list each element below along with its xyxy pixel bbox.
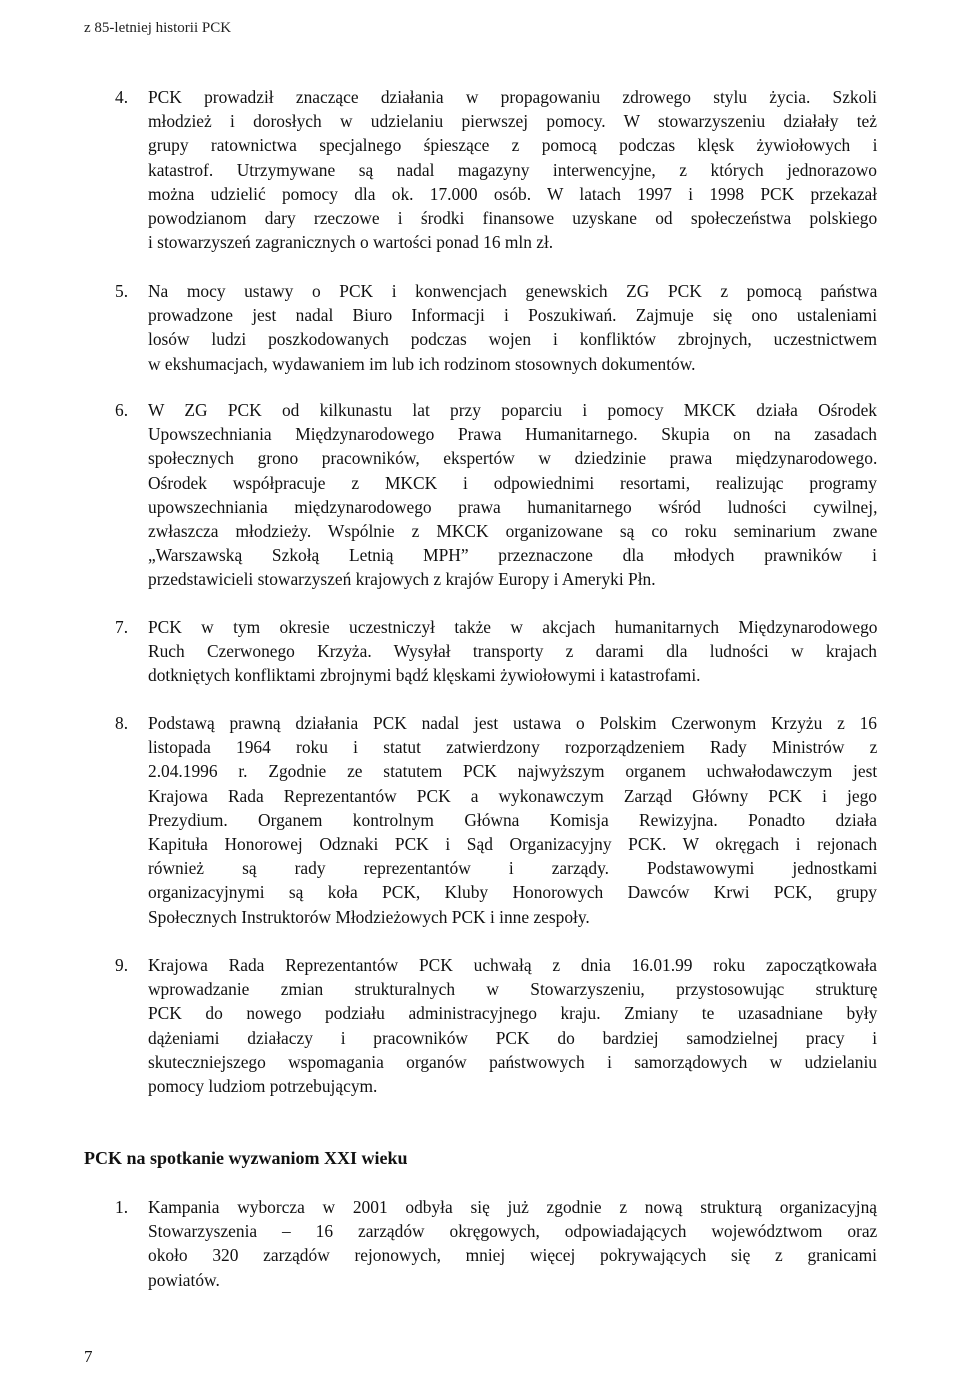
- text-line: można udzielić pomocy dla ok. 17.000 osób. W latach 1997 i 1998 PCK przekazał: [148, 183, 878, 204]
- text-line: PCK prowadził znaczące działania w propagowaniu zdrowego stylu życia. Szkoli: [148, 87, 877, 107]
- text-line: „Warszawską Szkołą Letnią MPH” przeznaczone dla młodych prawników i: [148, 545, 877, 566]
- item-number: 1.: [115, 1197, 129, 1217]
- text-line: skuteczniejszego wspomagania organów państwowych i samorządowych w udzielaniu: [148, 1051, 877, 1072]
- running-header: z 85-letniej historii PCK: [84, 20, 232, 36]
- text-line: losów ludzi poszkodowanych podczas wojen i konfliktów zbrojnych, uczestnictwem: [148, 329, 877, 350]
- text-line: W ZG PCK od kilkunastu lat przy poparciu i pomocy MKCK działa Ośrodek: [148, 400, 877, 420]
- text-line: Społecznych Instruktorów Młodzieżowych PCK i inne zespoły.: [148, 906, 590, 927]
- text-line: Prezydium. Organem kontrolnym Główna Komisja Rewizyjna. Ponadto działa: [148, 809, 877, 830]
- text-line: młodzież i dorosłych w udzielaniu pierwszej pomocy. W stowarzyszeniu działały też: [148, 111, 877, 132]
- text-line: powodzianom dary rzeczowe i środki finansowe uzyskane od społeczeństwa polskiego: [148, 207, 878, 228]
- item-text: [148, 398, 877, 592]
- text-line: 2.04.1996 r. Zgodnie ze statutem PCK najwyższym organem uchwałodawczym jest: [148, 761, 878, 782]
- text-line: i stowarzyszeń zagranicznych o wartości ponad 16 mln zł.: [148, 232, 554, 253]
- item-text: [148, 615, 877, 688]
- text-line: upowszechniania międzynarodowego prawa humanitarnego wśród ludności cywilnej,: [148, 496, 878, 517]
- text-line: listopada 1964 roku i statut zatwierdzony rozporządzeniem Rady Ministrów z: [148, 737, 878, 758]
- text-line: pomocy ludziom potrzebującym.: [148, 1075, 378, 1096]
- text-line: około 320 zarządów rejonowych, mniej więcej pokrywających się z granicami: [148, 1245, 877, 1266]
- text-line: Stowarzyszenia – 16 zarządów okręgowych, odpowiadających województwom oraz: [148, 1221, 878, 1242]
- text-line: wprowadzanie zmian strukturalnych w Stowarzyszeniu, przystosowując strukturę: [148, 979, 878, 1000]
- text-line: prowadzone jest nadal Biuro Informacji i Poszukiwań. Zajmuje się ono ustaleniami: [148, 305, 878, 326]
- item-number: 6.: [115, 400, 129, 420]
- text-line: społecznych grono pracowników, ekspertów w dziedzinie prawa międzynarodowego.: [148, 448, 878, 469]
- item-text: [148, 85, 877, 254]
- text-line: przedstawicieli stowarzyszeń krajowych z krajów Europy i Ameryki Płn.: [148, 569, 656, 590]
- item-text: [148, 1195, 877, 1292]
- item-number: 5.: [115, 281, 129, 301]
- text-line: Krajowa Rada Reprezentantów PCK uchwałą z dnia 16.01.99 roku zapoczątkowała: [148, 955, 877, 975]
- text-line: dążeniami działaczy i pracowników PCK do bardziej samodzielnej pracy i: [148, 1027, 878, 1048]
- text-line: Podstawą prawną działania PCK nadal jest ustawa o Polskim Czerwonym Krzyżu z 16: [148, 713, 877, 733]
- text-line: Upowszechniania Międzynarodowego Prawa Humanitarnego. Skupia on na zasadach: [148, 424, 877, 445]
- list-item: [115, 85, 877, 255]
- list-item: [115, 398, 877, 592]
- text-line: organizacyjnymi są koła PCK, Kluby Honorowych Dawców Krwi PCK, grupy: [148, 882, 877, 903]
- text-line: PCK do nowego podziału administracyjnego kraju. Zmiany te uzasadniane były: [148, 1003, 878, 1024]
- section-heading: PCK na spotkanie wyzwaniom XXI wieku: [84, 1148, 408, 1168]
- text-line: grupy ratownictwa specjalnego śpieszące z pomocą podczas klęsk żywiołowych i: [148, 135, 878, 156]
- item-number: 4.: [115, 87, 129, 107]
- text-line: dotkniętych konfliktami zbrojnymi bądź klęskami żywiołowymi i katastrofami.: [148, 665, 701, 686]
- text-line: katastrof. Utrzymywane są nadal magazyny interwencyjne, z których jednorazowo: [148, 159, 877, 180]
- item-number: 7.: [115, 617, 129, 637]
- item-text: [148, 711, 877, 929]
- text-line: Ruch Czerwonego Krzyża. Wysyłał transporty z darami dla ludności w krajach: [148, 641, 877, 662]
- text-line: Kapituła Honorowej Odznaki PCK i Sąd Organizacyjny PCK. W okręgach i rejonach: [148, 833, 878, 854]
- item-number: 9.: [115, 955, 129, 975]
- list-item: [115, 953, 877, 1099]
- list-item: [115, 711, 877, 929]
- item-text: [148, 953, 877, 1098]
- item-number: 8.: [115, 713, 129, 733]
- text-line: w ekshumacjach, wydawaniem im lub ich rodzinom stosownych dokumentów.: [148, 353, 696, 374]
- item-text: [148, 279, 877, 376]
- text-line: Kampania wyborcza w 2001 odbyła się już zgodnie z nową strukturą organizacyjną: [148, 1197, 877, 1217]
- page-number: 7: [84, 1347, 93, 1366]
- list-item: [115, 279, 877, 377]
- text-line: powiatów.: [148, 1269, 220, 1290]
- text-line: zwłaszcza młodzieży. Wspólnie z MKCK organizowane są co roku seminarium zwane: [148, 520, 878, 541]
- text-line: Ośrodek współpracuje z MKCK i odpowiednimi resortami, realizując programy: [148, 472, 877, 493]
- text-line: Na mocy ustawy o PCK i konwencjach genewskich ZG PCK z pomocą państwa: [148, 281, 878, 301]
- text-line: PCK w tym okresie uczestniczył także w akcjach humanitarnych Międzynarodowego: [148, 617, 878, 637]
- text-line: Krajowa Rada Reprezentantów PCK a wykonawczym Zarząd Główny PCK i jego: [148, 785, 877, 806]
- list-item: [115, 1195, 877, 1293]
- text-line: również są rady reprezentantów i zarządy. Podstawowymi jednostkami: [148, 858, 878, 879]
- list-item: [115, 615, 877, 688]
